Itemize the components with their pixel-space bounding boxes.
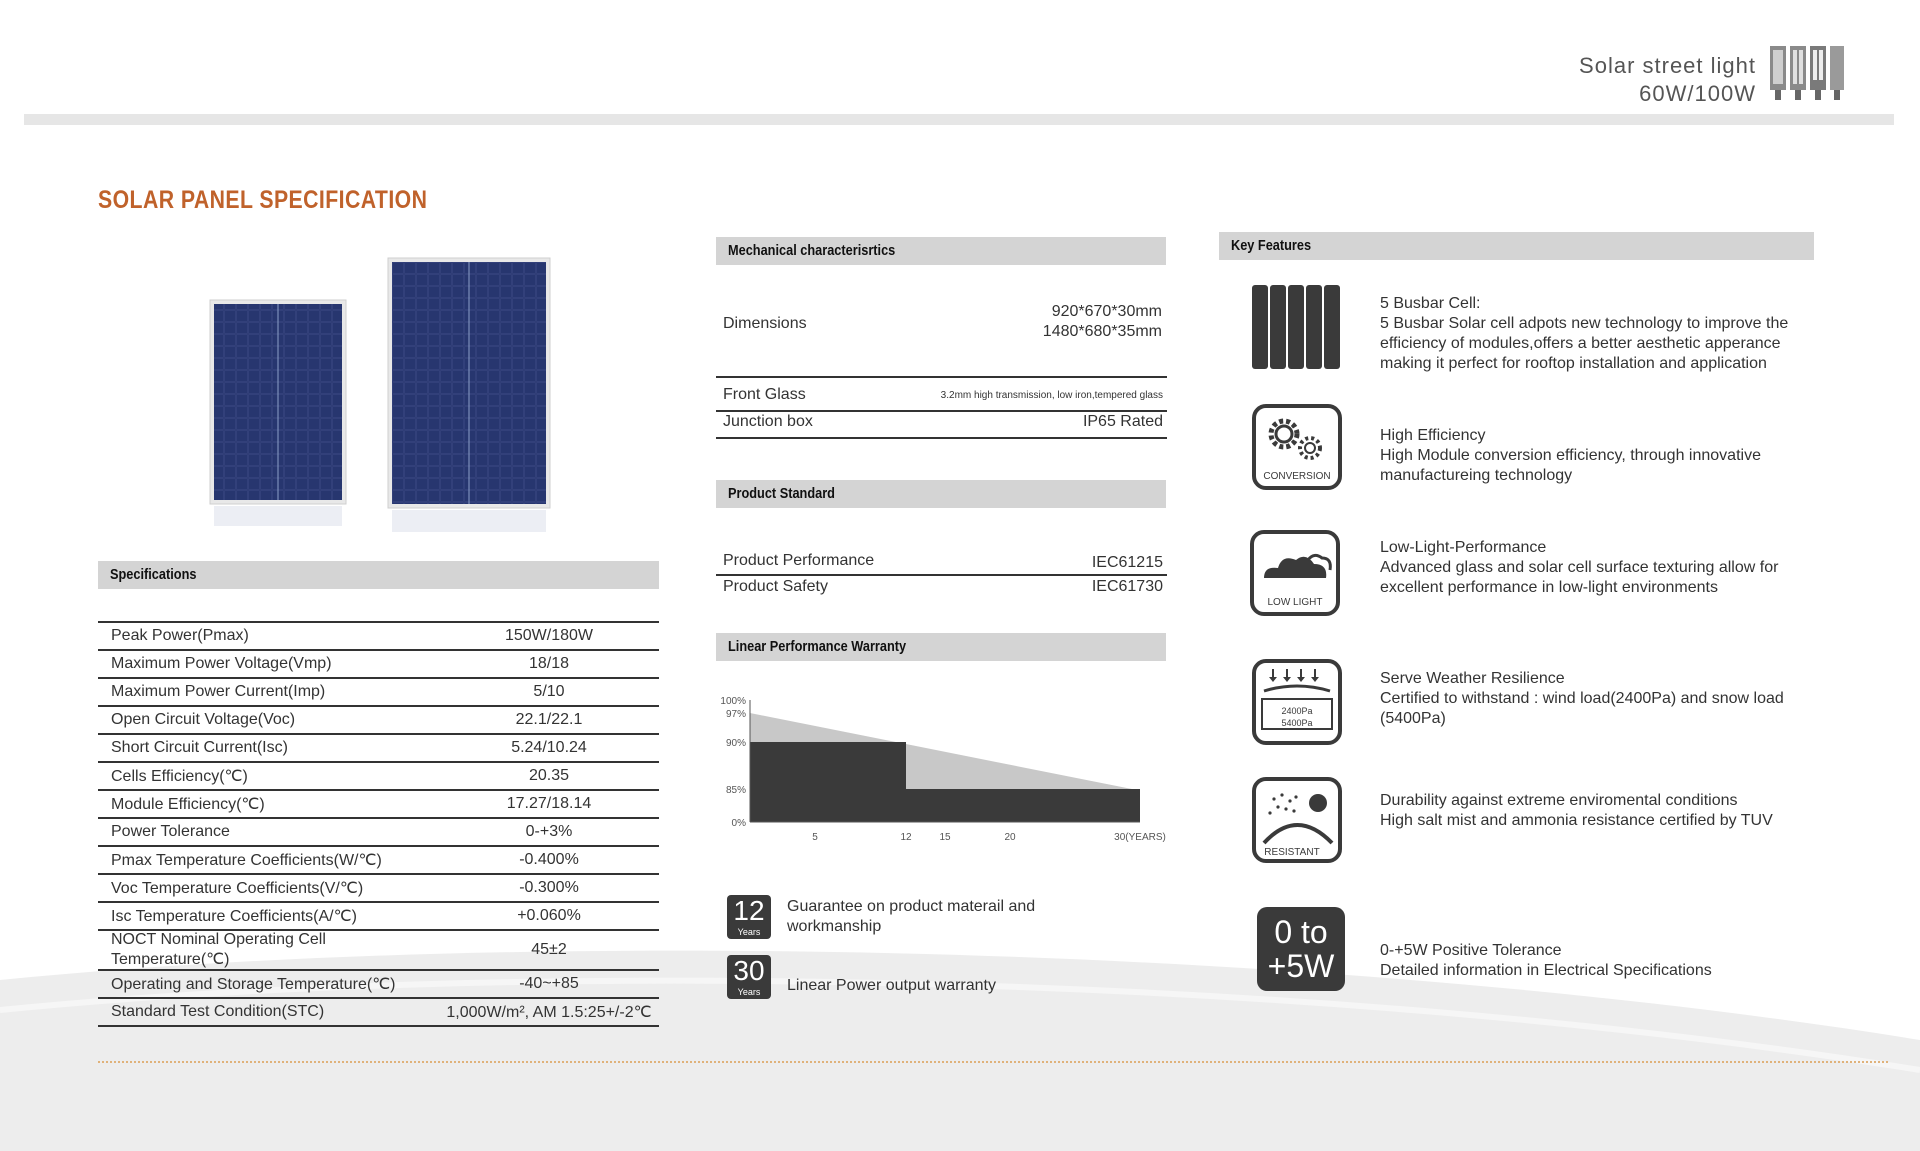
- product-standard-heading-text: Product Standard: [728, 485, 835, 502]
- feature-busbar: [1380, 294, 1820, 374]
- spec-label: Maximum Power Voltage(Vmp): [98, 650, 439, 678]
- spec-value: 0-+3%: [439, 818, 659, 846]
- product-performance-label: Product Performance: [723, 552, 875, 569]
- feature-busbar-title: 5 Busbar Cell:: [1380, 295, 1481, 312]
- load-pressure-icon: [1252, 659, 1344, 747]
- x-tick-label: 5: [812, 832, 818, 843]
- spec-row: [98, 706, 659, 734]
- mechanical-heading-text: Mechanical characterisrtics: [728, 242, 896, 259]
- feature-durability-title: Durability against extreme enviromental conditions: [1380, 792, 1738, 809]
- spec-value: 20.35: [439, 762, 659, 790]
- brand-line2: 60W/100W: [1639, 81, 1756, 106]
- spec-value: 1,000W/m², AM 1.5:25+/-2℃: [439, 998, 659, 1026]
- spec-label: Standard Test Condition(STC): [98, 998, 439, 1026]
- dimensions-value: [960, 302, 1162, 342]
- x-tick-label: 30(YEARS): [1114, 832, 1166, 843]
- cloud-low-light-icon: [1250, 530, 1342, 618]
- mechanical-heading: [716, 237, 1166, 265]
- x-tick-label: 15: [939, 832, 951, 843]
- specifications-table: [98, 621, 659, 1027]
- dimensions-value-1: 920*670*30mm: [1051, 303, 1162, 320]
- tolerance-badge-line1: 0 to: [1274, 914, 1328, 950]
- spec-row: [98, 790, 659, 818]
- front-glass-value: 3.2mm high transmission, low iron,tempered glass: [940, 390, 1163, 401]
- page-title: SOLAR PANEL SPECIFICATION: [98, 186, 428, 214]
- warranty-chart: [718, 690, 1166, 855]
- spec-row: [98, 734, 659, 762]
- resistant-icon-label: RESISTANT: [1264, 847, 1320, 858]
- front-glass-label: Front Glass: [723, 386, 806, 403]
- spec-value: -40~+85: [439, 970, 659, 998]
- gears-conversion-icon: [1252, 404, 1344, 492]
- spec-value: 5.24/10.24: [439, 734, 659, 762]
- spec-value: 150W/180W: [439, 622, 659, 650]
- spec-row: [98, 622, 659, 650]
- y-tick-label: 97%: [725, 709, 746, 720]
- pressure-icon-label-2: 5400Pa: [1281, 718, 1313, 728]
- header-bar: [24, 114, 1894, 125]
- feature-durability: [1380, 791, 1820, 831]
- warranty-12-text: Guarantee on product materail and workmanship: [787, 898, 1036, 935]
- y-tick-label: 85%: [725, 785, 746, 796]
- spec-value: 5/10: [439, 678, 659, 706]
- feature-low-light-text: Advanced glass and solar cell surface texturing allow for excellent performance in low-light environments: [1380, 559, 1779, 596]
- feature-weather-title: Serve Weather Resilience: [1380, 670, 1565, 687]
- x-tick-label: 20: [1004, 832, 1016, 843]
- spec-label: Pmax Temperature Coefficients(W/℃): [98, 846, 439, 874]
- brand-title: [1579, 52, 1756, 108]
- front-glass-row: [716, 386, 1167, 412]
- badge-30-unit: Years: [737, 987, 761, 997]
- spec-row: [98, 902, 659, 930]
- spec-value: 18/18: [439, 650, 659, 678]
- tolerance-badge-icon: [1257, 907, 1345, 991]
- specifications-heading-text: Specifications: [110, 566, 197, 583]
- feature-low-light: [1380, 538, 1820, 598]
- warranty-heading-text: Linear Performance Warranty: [728, 638, 907, 655]
- salt-mist-resistant-icon: [1252, 777, 1344, 865]
- spec-label: Short Circuit Current(Isc): [98, 734, 439, 762]
- x-tick-label: 12: [900, 832, 912, 843]
- tolerance-badge-line2: +5W: [1267, 948, 1335, 984]
- warranty-heading: [716, 633, 1166, 661]
- badge-30-number: 30: [733, 955, 765, 986]
- product-safety-row: [716, 578, 1167, 600]
- conversion-icon-label: CONVERSION: [1263, 471, 1331, 482]
- junction-box-value: IP65 Rated: [1082, 413, 1163, 430]
- product-performance-value: IEC61215: [1091, 554, 1163, 571]
- warranty-30-text: Linear Power output warranty: [787, 977, 996, 994]
- feature-low-light-title: Low-Light-Performance: [1380, 539, 1547, 556]
- spec-label: Cells Efficiency(℃): [98, 762, 439, 790]
- spec-row: [98, 874, 659, 902]
- feature-tolerance: [1380, 941, 1820, 981]
- spec-row: [98, 970, 659, 998]
- feature-weather: [1380, 669, 1820, 729]
- solar-panels-image: [200, 250, 560, 540]
- spec-label: Voc Temperature Coefficients(V/℃): [98, 874, 439, 902]
- badge-12-number: 12: [733, 895, 765, 926]
- spec-value: 17.27/18.14: [439, 790, 659, 818]
- warranty-12-years-badge: [727, 895, 771, 939]
- spec-row: [98, 762, 659, 790]
- spec-row: [98, 846, 659, 874]
- key-features-heading-text: Key Features: [1231, 237, 1312, 254]
- specifications-heading: [98, 561, 659, 589]
- spec-row: [98, 678, 659, 706]
- feature-efficiency: [1380, 426, 1820, 486]
- spec-label: Operating and Storage Temperature(℃): [98, 970, 439, 998]
- spec-value: 45±2: [439, 930, 659, 970]
- spec-label: Open Circuit Voltage(Voc): [98, 706, 439, 734]
- spec-row: [98, 650, 659, 678]
- brand-line1: Solar street light: [1579, 53, 1756, 78]
- product-safety-label: Product Safety: [723, 578, 828, 595]
- street-light-lamps-icon: [1768, 44, 1846, 104]
- spec-label: Maximum Power Current(Imp): [98, 678, 439, 706]
- spec-label: NOCT Nominal Operating Cell Temperature(℃): [98, 930, 439, 970]
- spec-value: +0.060%: [439, 902, 659, 930]
- spec-row: [98, 998, 659, 1026]
- pressure-icon-label-1: 2400Pa: [1281, 706, 1313, 716]
- product-safety-value: IEC61730: [1091, 578, 1163, 595]
- dimensions-value-2: 1480*680*35mm: [1042, 323, 1162, 340]
- mechanical-divider: [716, 376, 1167, 378]
- spec-value: 22.1/22.1: [439, 706, 659, 734]
- busbar-cell-icon: [1250, 283, 1342, 371]
- feature-efficiency-text: High Module conversion efficiency, through innovative manufactureing technology: [1380, 447, 1761, 484]
- spec-value: -0.300%: [439, 874, 659, 902]
- feature-busbar-text: 5 Busbar Solar cell adpots new technology to improve the efficiency of modules,offers a better aesthetic apperance making it perfect for rooftop installation and application: [1380, 315, 1789, 372]
- feature-tolerance-text: Detailed information in Electrical Specifications: [1380, 962, 1712, 979]
- spec-row: [98, 818, 659, 846]
- product-standard-heading: [716, 480, 1166, 508]
- spec-label: Power Tolerance: [98, 818, 439, 846]
- feature-efficiency-title: High Efficiency: [1380, 427, 1486, 444]
- spec-value: -0.400%: [439, 846, 659, 874]
- dimensions-label: Dimensions: [723, 315, 807, 332]
- spec-row: [98, 930, 659, 970]
- y-tick-label: 100%: [720, 696, 746, 707]
- junction-box-row: [716, 413, 1167, 439]
- key-features-heading: [1219, 232, 1814, 260]
- spec-label: Module Efficiency(℃): [98, 790, 439, 818]
- feature-weather-text: Certified to withstand : wind load(2400Pa) and snow load (5400Pa): [1380, 690, 1784, 727]
- low-light-icon-label: LOW LIGHT: [1267, 597, 1323, 608]
- product-performance-row: [716, 552, 1167, 576]
- badge-12-unit: Years: [737, 927, 761, 937]
- y-tick-label: 90%: [725, 738, 746, 749]
- bottom-dotted-divider: [98, 1061, 1888, 1063]
- feature-tolerance-title: 0-+5W Positive Tolerance: [1380, 942, 1562, 959]
- y-tick-label: 0%: [731, 818, 746, 829]
- spec-label: Isc Temperature Coefficients(A/℃): [98, 902, 439, 930]
- warranty-30-years-badge: [727, 955, 771, 999]
- feature-durability-text: High salt mist and ammonia resistance certified by TUV: [1380, 812, 1773, 829]
- spec-label: Peak Power(Pmax): [98, 622, 439, 650]
- junction-box-label: Junction box: [723, 413, 813, 430]
